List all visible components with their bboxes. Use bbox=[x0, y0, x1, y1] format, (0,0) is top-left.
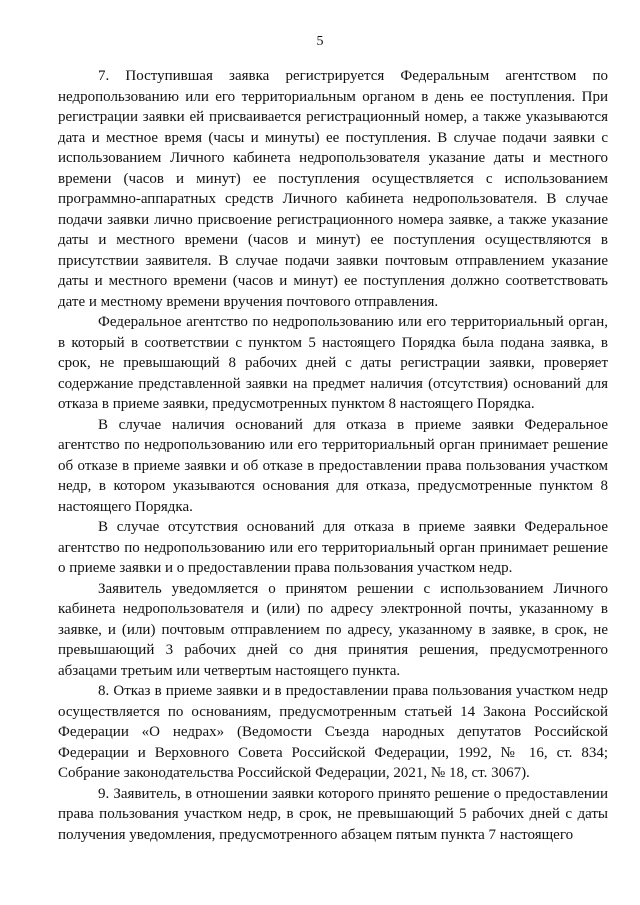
paragraph-refusal-decision: В случае наличия оснований для отказа в приеме заявки Федеральное агентство по недропользованию или его территориальный орган принимает решение об отказе в приеме заявки и об отказе в предоставлении права пользования участком недр, в котором указываются основания для отказа, предусмотренные пунктом 8 настоящего Порядка. bbox=[58, 416, 608, 515]
paragraph-review-procedure: Федеральное агентство по недропользованию или его территориальный орган, в который в соответствии с пунктом 5 настоящего Порядка была подана заявка, в срок, не превышающий 8 рабочих дней с даты регистрации заявки, проверяет содержание представленной заявки на предмет наличия (отсутствия) оснований для отказа в приеме заявки, предусмотренных пунктом 8 настоящего Порядка. bbox=[58, 314, 608, 412]
paragraph-item-8: 8. Отказ в приеме заявки и в предоставлении права пользования участком недр осуществляется по основаниям, предусмотренным статьей 14 Закона Российской Федерации «О недрах» (Ведомости Съезда народных депутатов Российской Федерации и Верховного Совета Российской Федерации, 1992, № 16, ст. 834; Собрание законодательства Российской Федерации, 2021, № 18, ст. 3067). bbox=[58, 683, 608, 781]
paragraph-item-7: 7. Поступившая заявка регистрируется Федеральным агентством по недропользованию или его территориальным органом в день ее поступления. При регистрации заявки ей присваивается регистрационный номер, а также указываются дата и местное время (часы и минуты) ее поступления. В случае подачи заявки с использованием Личного кабинета недропользователя указание даты и местного времени (часов и минут) ее поступления осуществляется с использованием программно-аппаратных средств Личного кабинета недропользователя. В случае подачи заявки лично присвоение регистрационного номера заявке, а также указание даты и местного времени (часов и минут) ее поступления осуществляются в присутствии заявителя. В случае подачи заявки почтовым отправлением указание даты и местного времени (часов и минут) ее поступления должно соответствовать дате и местному времени вручения почтового отправления. bbox=[58, 68, 608, 310]
paragraph-item-9: 9. Заявитель, в отношении заявки которого принято решение о предоставлении права пользования участком недр, в срок, не превышающий 5 рабочих дней с даты получения уведомления, предусмотренного абзацем пятым пункта 7 настоящего bbox=[58, 785, 608, 843]
page-number: 5 bbox=[316, 34, 324, 49]
paragraph-applicant-notification: Заявитель уведомляется о принятом решении с использованием Личного кабинета недропользователя и (или) по адресу электронной почты, указанному в заявке, и (или) почтовым отправлением по адресу, указанному в заявке, в срок, не превышающий 3 рабочих дней со дня принятия решения, предусмотренного абзацами третьим или четвертым настоящего пункта. bbox=[58, 580, 608, 679]
document-body bbox=[58, 66, 608, 845]
paragraph-acceptance-decision: В случае отсутствия оснований для отказа в приеме заявки Федеральное агентство по недропользованию или его территориальный орган принимает решение о приеме заявки и о предоставлении права пользования участком недр. bbox=[58, 519, 608, 576]
